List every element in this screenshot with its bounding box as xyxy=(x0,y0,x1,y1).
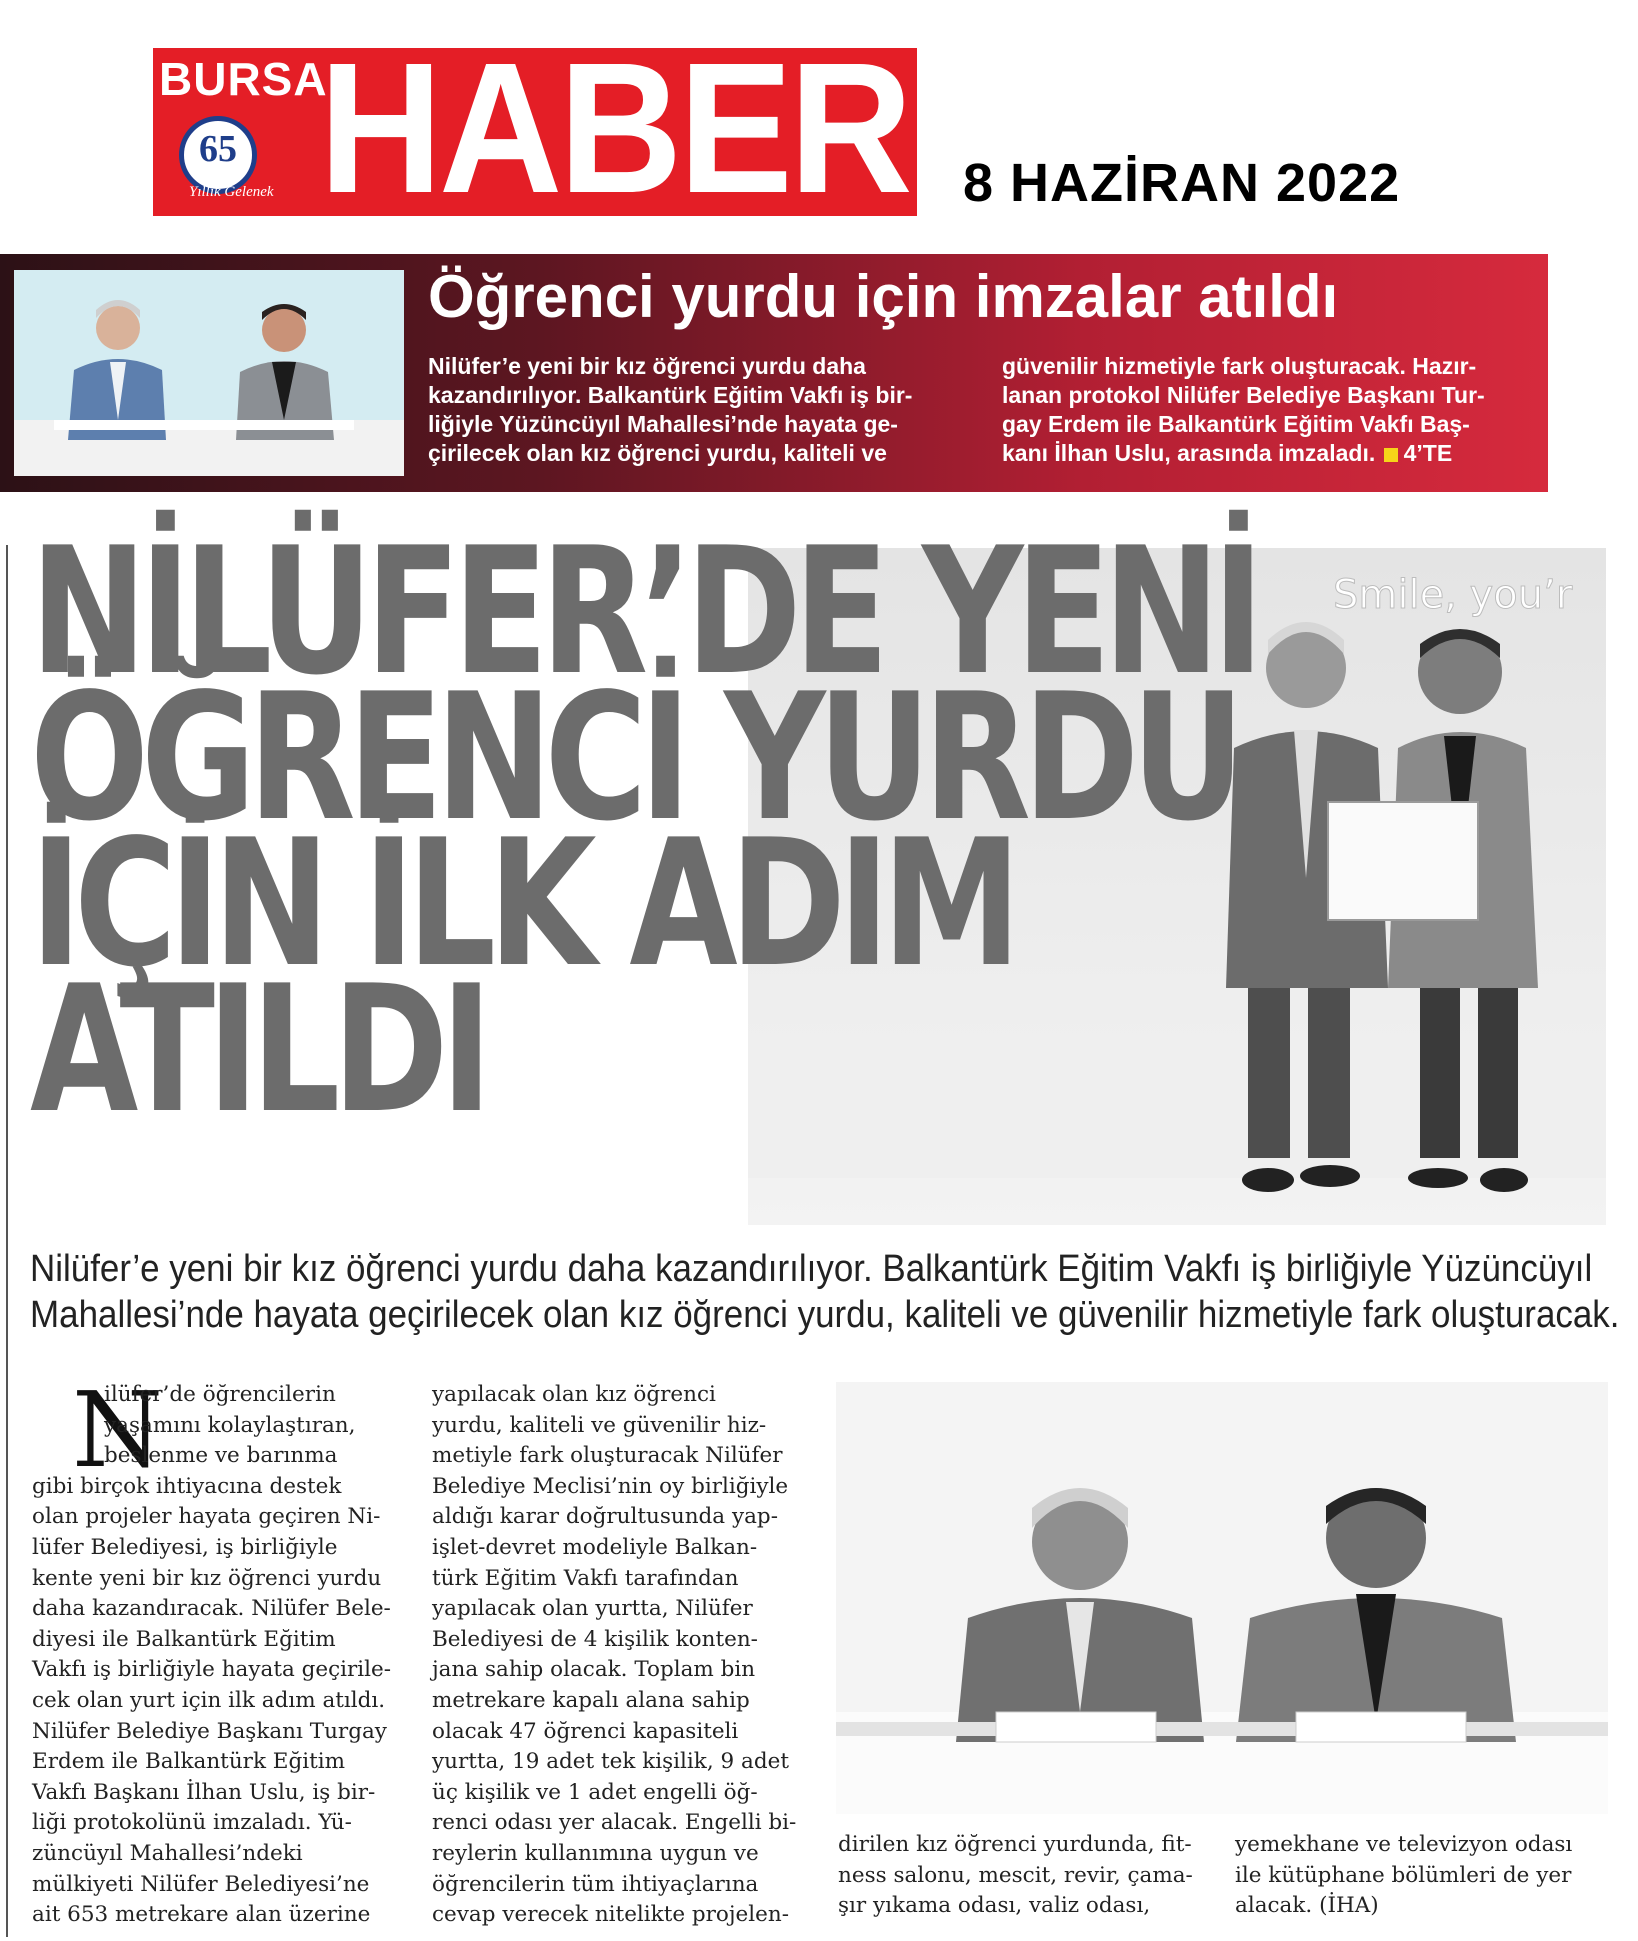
body-line: olacak 47 öğrenci kapasiteli xyxy=(432,1718,739,1744)
body-line: diyesi ile Balkantürk Eğitim xyxy=(32,1626,336,1652)
teaser-line: Nilüfer’e yeni bir kız öğrenci yurdu daha xyxy=(428,353,866,379)
body-line: Belediye Meclisi’nin oy birliğiyle xyxy=(432,1473,789,1499)
main-headline xyxy=(30,511,1257,1152)
signing-photo xyxy=(836,1382,1608,1814)
wall-sign-text: Smile, you’r xyxy=(1333,572,1573,618)
body-line: cek olan yurt için ilk adım atıldı. xyxy=(32,1687,386,1713)
drop-cap: N xyxy=(72,1369,163,1491)
page-ref-marker-icon xyxy=(1384,448,1398,462)
body-line: daha kazandıracak. Nilüfer Bele- xyxy=(32,1596,391,1622)
headline-line: İÇİN İLK ADIM xyxy=(30,803,1014,1006)
body-line: beslenme ve barınma xyxy=(104,1443,338,1469)
teaser-line: gay Erdem ile Balkantürk Eğitim Vakfı Baş- xyxy=(1002,411,1470,437)
lead-line: Mahallesi’nde hayata geçirilecek olan kız öğrenci yurdu, kaliteli ve güvenilir hizmetiyle fark oluşturacak. xyxy=(30,1294,1620,1336)
body-line: cevap verecek nitelikte projelen- xyxy=(432,1902,789,1928)
logo-city: BURSA xyxy=(159,53,328,105)
body-line: kente yeni bir kız öğrenci yurdu xyxy=(32,1565,382,1591)
signing-photo-illustration xyxy=(836,1382,1608,1814)
body-line: öğrencilerin tüm ihtiyaçlarına xyxy=(432,1871,759,1897)
newspaper-logo xyxy=(153,48,917,216)
body-line: yapılacak olan kız öğrenci xyxy=(432,1382,716,1407)
body-line: gibi birçok ihtiyacına destek xyxy=(32,1473,342,1499)
body-line: lüfer Belediyesi, iş birliğiyle xyxy=(32,1534,338,1560)
body-line: ait 653 metrekare alan üzerine xyxy=(32,1902,371,1928)
headline-line: ATILDI xyxy=(30,949,485,1152)
body-line: aldığı karar doğrultusunda yap- xyxy=(432,1504,778,1530)
body-column-3 xyxy=(838,1830,1218,1922)
body-line: alacak. (İHA) xyxy=(1235,1893,1379,1919)
teaser-photo-illustration xyxy=(14,270,404,476)
body-line: Erdem ile Balkantürk Eğitim xyxy=(32,1749,346,1775)
logo-name: HABER xyxy=(319,48,910,216)
body-line: liği protokolünü imzaladı. Yü- xyxy=(32,1810,352,1836)
body-line: ness salonu, mescit, revir, çama- xyxy=(838,1862,1193,1888)
teaser-line: kanı İlhan Uslu, arasında imzaladı. xyxy=(1002,440,1376,466)
body-line: olan projeler hayata geçiren Ni- xyxy=(32,1504,381,1530)
headline-line: NİLÜFER’DE YENİ xyxy=(30,511,1257,714)
badge-caption: Yıllık Gelenek xyxy=(189,184,274,200)
body-column-4 xyxy=(1235,1830,1615,1922)
column-rule xyxy=(6,545,8,1937)
page-reference: 4’TE xyxy=(1403,440,1453,466)
body-line: mülkiyeti Nilüfer Belediyesi’ne xyxy=(32,1871,370,1897)
body-line: reylerin kullanımına uygun ve xyxy=(432,1840,759,1866)
teaser-text-column-1 xyxy=(428,352,958,468)
body-line: yurdu, kaliteli ve güvenilir hiz- xyxy=(432,1412,767,1438)
body-line: jana sahip olacak. Toplam bin xyxy=(432,1657,756,1683)
body-line: metrekare kapalı alana sahip xyxy=(432,1687,750,1713)
anniversary-badge xyxy=(179,116,257,194)
body-line: üç kişilik ve 1 adet engelli öğ- xyxy=(432,1779,758,1805)
lead-line: Nilüfer’e yeni bir kız öğrenci yurdu daha kazandırılıyor. Balkantürk Eğitim Vakfı iş birliğiyle Yüzüncüyıl xyxy=(30,1248,1593,1290)
teaser-line: lanan protokol Nilüfer Belediye Başkanı Tur- xyxy=(1002,382,1485,408)
body-line: Vakfı iş birliğiyle hayata geçirile- xyxy=(32,1657,392,1683)
body-line: şır yıkama odası, valiz odası, xyxy=(838,1893,1151,1919)
body-line: Vakfı Başkanı İlhan Uslu, iş bir- xyxy=(32,1779,376,1805)
teaser-headline: Öğrenci yurdu için imzalar atıldı xyxy=(428,263,1339,330)
body-column-1 xyxy=(32,1369,402,1931)
teaser-line-last xyxy=(1002,439,1532,468)
body-line: yapılacak olan yurtta, Nilüfer xyxy=(432,1596,753,1622)
body-line: işlet-devret modeliyle Balkan- xyxy=(432,1534,758,1560)
body-line: renci odası yer alacak. Engelli bi- xyxy=(432,1810,797,1836)
body-line: ilüfer’de öğrencilerin xyxy=(104,1382,336,1407)
body-line: Nilüfer Belediye Başkanı Turgay xyxy=(32,1718,387,1744)
teaser-photo xyxy=(14,270,404,476)
body-line: metiyle fark oluşturacak Nilüfer xyxy=(432,1443,783,1469)
teaser-line: liğiyle Yüzüncüyıl Mahallesi’nde hayata ge- xyxy=(428,411,898,437)
headline-line: ÖĞRENCİ YURDU xyxy=(30,657,1237,860)
body-line: yurtta, 19 adet tek kişilik, 9 adet xyxy=(432,1749,789,1775)
body-line: ile kütüphane bölümleri de yer xyxy=(1235,1862,1572,1888)
body-column-2 xyxy=(432,1380,817,1931)
teaser-text-column-2 xyxy=(1002,352,1532,468)
body-line: Belediyesi de 4 kişilik konten- xyxy=(432,1626,758,1652)
body-line: türk Eğitim Vakfı tarafından xyxy=(432,1565,739,1591)
teaser-line: çirilecek olan kız öğrenci yurdu, kaliteli ve xyxy=(428,440,887,466)
teaser-line: kazandırılıyor. Balkantürk Eğitim Vakfı iş bir- xyxy=(428,382,913,408)
issue-date: 8 HAZİRAN 2022 xyxy=(963,153,1401,213)
body-line: yemekhane ve televizyon odası xyxy=(1235,1832,1573,1857)
body-line: dirilen kız öğrenci yurdunda, fit- xyxy=(838,1832,1192,1857)
lead-paragraph xyxy=(30,1246,1620,1338)
teaser-line: güvenilir hizmetiyle fark oluşturacak. Hazır- xyxy=(1002,353,1477,379)
body-line: yaşamını kolaylaştıran, xyxy=(104,1412,356,1438)
badge-number: 65 xyxy=(199,128,237,170)
body-line: züncüyıl Mahallesi’ndeki xyxy=(32,1840,303,1866)
